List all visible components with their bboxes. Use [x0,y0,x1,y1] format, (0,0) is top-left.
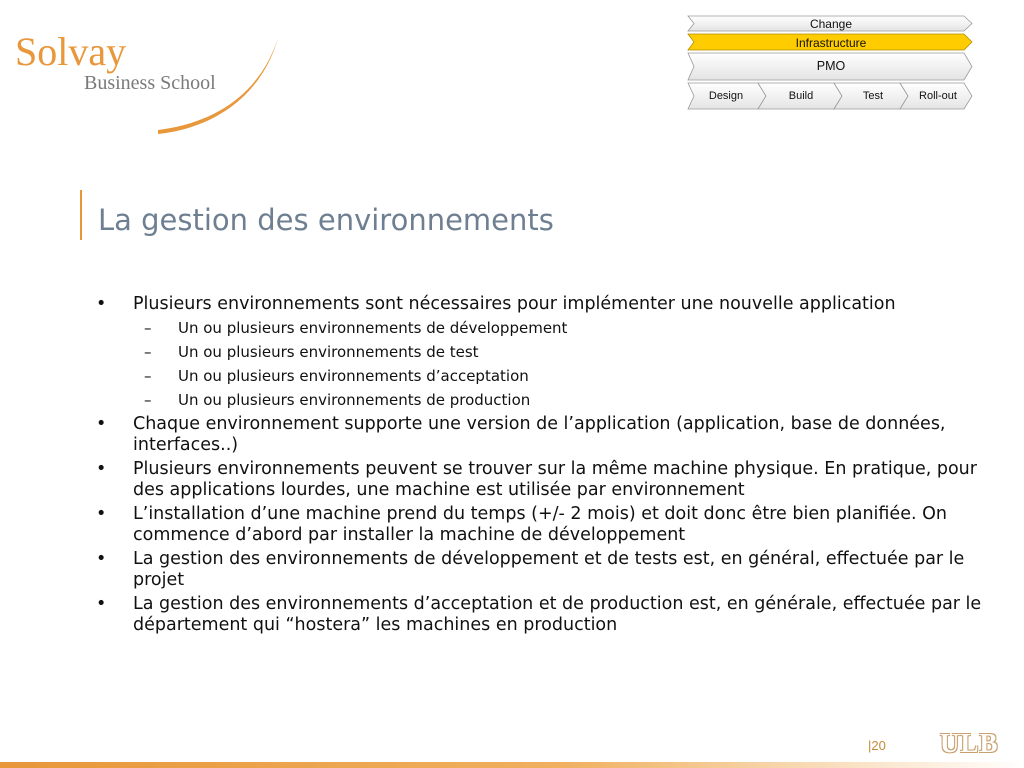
row-infrastructure-label[interactable]: Infrastructure [795,36,867,50]
sub-bullet-marker: – [144,343,152,361]
bullet-item [96,594,1006,636]
solvay-logo [0,0,300,150]
phase-test-label[interactable]: Test [862,90,884,102]
bullet-item [96,504,1006,546]
bullet-text: Plusieurs environnements peuvent se trouver sur la même machine physique. En pratique, pour des applications lourdes, une machine est utilisée par environnement [133,459,977,500]
phase-rollout-label[interactable]: Roll-out [919,90,957,102]
bullet-item [96,294,1006,315]
bullet-marker: • [96,459,107,479]
title-accent-bar [80,190,82,240]
bullet-item [96,549,1006,591]
page-number: |20 [868,738,886,753]
sub-bullet-marker: – [144,391,152,409]
sub-bullet-text: Un ou plusieurs environnements de développement [178,319,568,337]
bullet-item [96,459,1006,501]
bullet-text: La gestion des environnements de développement et de tests est, en général, effectuée par le projet [133,549,965,590]
row-change-label[interactable]: Change [809,17,853,31]
sub-bullet-marker: – [144,367,152,385]
slide-content [96,294,1006,639]
bullet-marker: • [96,504,107,524]
bullet-marker: • [96,414,107,434]
footer-accent-line [0,762,1024,768]
brand-subtitle: Business School [84,72,216,94]
row-pmo-label[interactable]: PMO [816,59,846,73]
phase-build-label[interactable]: Build [788,90,814,102]
bullet-item [96,414,1006,456]
sub-bullet-item [96,318,1006,338]
sub-bullet-text: Un ou plusieurs environnements de test [178,343,479,361]
sub-bullet-marker: – [144,319,152,337]
process-navigator [686,14,976,114]
bullet-text: La gestion des environnements d’acceptation et de production est, en générale, effectuée par le département qui “hostera” les machines en production [133,594,982,635]
bullet-marker: • [96,549,107,569]
sub-bullet-item [96,366,1006,386]
brand-name: Solvay [15,29,127,74]
bullet-marker: • [96,594,107,614]
slide-title: La gestion des environnements [98,203,554,237]
bullet-text: L’installation d’une machine prend du temps (+/- 2 mois) et doit donc être bien planifiée. On commence d’abord par installer la machine de développement [133,504,947,545]
sub-bullet-text: Un ou plusieurs environnements de production [178,391,531,409]
bullet-marker: • [96,294,107,314]
sub-bullet-text: Un ou plusieurs environnements d’acceptation [178,367,529,385]
phase-design-label[interactable]: Design [708,90,744,102]
bullet-text: Chaque environnement supporte une version de l’application (application, base de données, interfaces..) [133,414,946,455]
sub-bullet-item [96,342,1006,362]
bullet-text: Plusieurs environnements sont nécessaires pour implémenter une nouvelle application [133,294,896,314]
sub-bullet-item [96,390,1006,410]
ulb-logo: ULB [940,728,999,758]
